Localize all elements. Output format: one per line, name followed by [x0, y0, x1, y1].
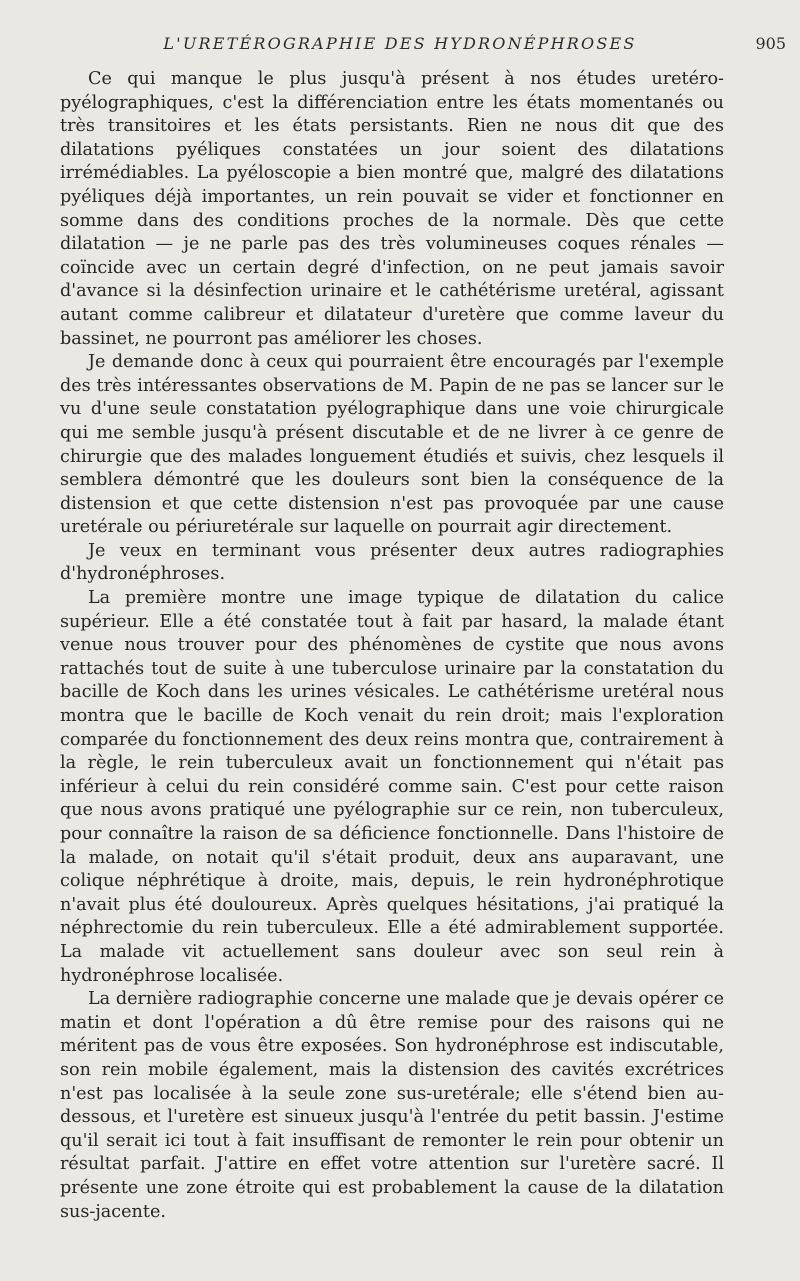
paragraph: La première montre une image typique de dilatation du calice supérieur. Elle a été constatée tout à fait par hasard, la malade étant venue nous trouver pour des phénomènes de cystite que nous avons rattachés tout de suite à une tuberculose urinaire par la constatation du bacille de Koch dans les urines vésicales. Le cathétérisme uretéral nous montra que le bacille de Koch venait du rein droit; mais l'exploration comparée du fonctionnement des deux reins montra que, contrairement à la règle, le rein tuberculeux avait un fonctionnement qui n'était pas inférieur à celui du rein considéré comme sain. C'est pour cette raison que nous avons pratiqué une pyélographie sur ce rein, non tuberculeux, pour connaître la raison de sa déficience fonctionnelle. Dans l'histoire de la malade, on notait qu'il s'était produit, deux ans auparavant, une colique néphrétique à droite, mais, depuis, le rein hydronéphrotique n'avait plus été douloureux. Après quelques hésitations, j'ai pratiqué la néphrectomie du rein tuberculeux. Elle a été admirablement supportée. La malade vit actuellement sans douleur avec son seul rein à hydronéphrose localisée. — [60, 588, 724, 986]
body-text — [60, 68, 724, 1224]
paragraph: Ce qui manque le plus jusqu'à présent à nos études uretéro-pyélographiques, c'est la différenciation entre les états momentanés ou très transitoires et les états persistants. Rien ne nous dit que des dilatations pyéliques constatées un jour soient des dilatations irrémédiables. La pyéloscopie a bien montré que, malgré des dilatations pyéliques déjà importantes, un rein pouvait se vider et fonctionner en somme dans des conditions proches de la normale. Dès que cette dilatation — je ne parle pas des très volumineuses coques rénales — coïncide avec un certain degré d'infection, on ne peut jamais savoir d'avance si la désinfection urinaire et le cathétérisme uretéral, agissant autant comme calibreur et dilatateur d'uretère que comme laveur du bassinet, ne pourront pas améliorer les choses. — [60, 69, 724, 349]
page-number: 905 — [755, 34, 786, 53]
paragraph: La dernière radiographie concerne une malade que je devais opérer ce matin et dont l'opération a dû être remise pour des raisons qui ne méritent pas de vous être exposées. Son hydronéphrose est indiscutable, son rein mobile également, mais la distension des cavités excrétrices n'est pas localisée à la seule zone sus-uretérale; elle s'étend bien au-dessous, et l'uretère est sinueux jusqu'à l'entrée du petit bassin. J'estime qu'il serait ici tout à fait insuffisant de remonter le rein pour obtenir un résultat parfait. J'attire en effet votre attention sur l'uretère sacré. Il présente une zone étroite qui est probablement la cause de la dilatation sus-jacente. — [60, 989, 724, 1222]
paragraph: Je demande donc à ceux qui pourraient être encouragés par l'exemple des très intéressantes observations de M. Papin de ne pas se lancer sur le vu d'une seule constatation pyélographique dans une voie chirurgicale qui me semble jusqu'à présent discutable et de ne livrer à ce genre de chirurgie que des malades longuement étudiés et suivis, chez lesquels il semblera démontré que les douleurs sont bien la conséquence de la distension et que cette distension n'est pas provoquée par une cause uretérale ou périuretérale sur laquelle on pourrait agir directement. — [60, 352, 724, 538]
running-head — [0, 34, 800, 58]
running-title: L'URETÉROGRAPHIE DES HYDRONÉPHROSES — [163, 34, 637, 53]
paragraph: Je veux en terminant vous présenter deux autres radiographies d'hydronéphroses. — [60, 540, 724, 585]
